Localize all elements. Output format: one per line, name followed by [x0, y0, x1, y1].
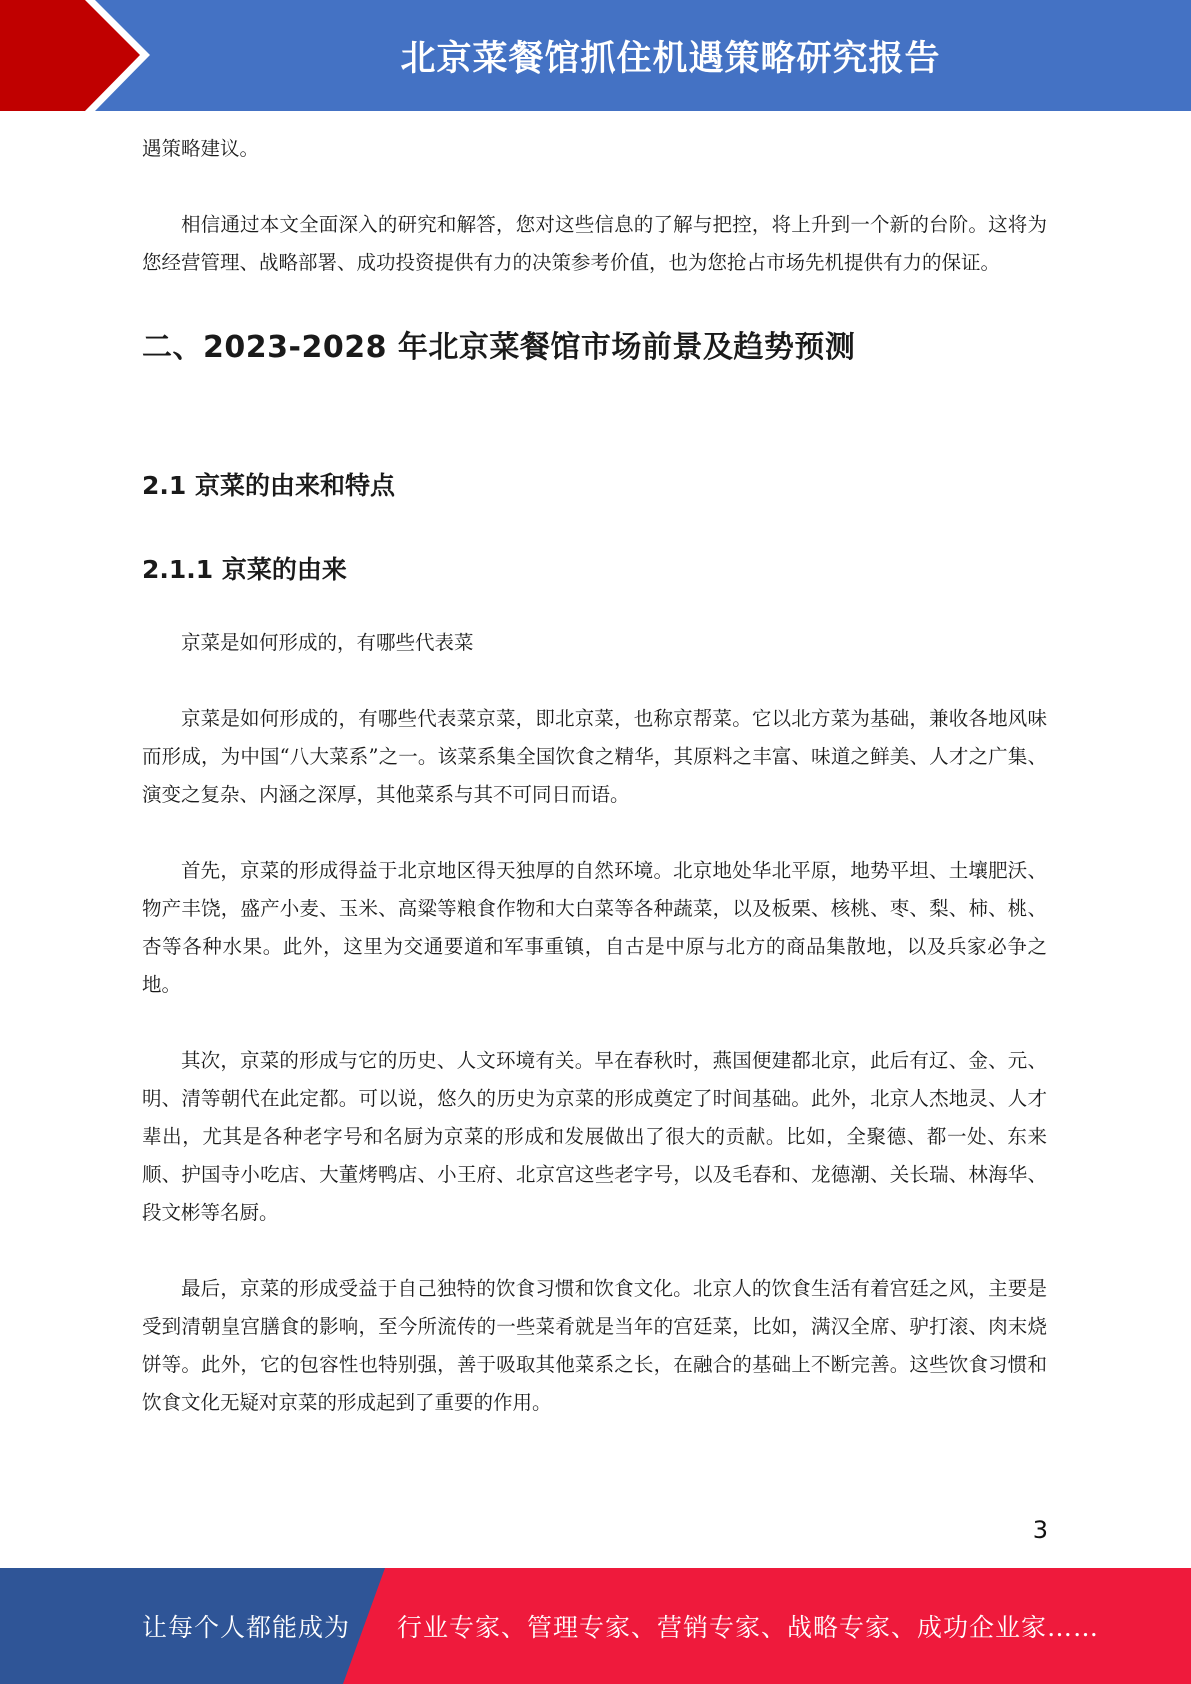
paragraph-history: 其次，京菜的形成与它的历史、人文环境有关。早在春秋时，燕国便建都北京，此后有辽、金、元、明、清等朝代在此定都。可以说，悠久的历史为京菜的形成奠定了时间基础。此外，北京人杰地灵、人才辈出，尤其是各种老字号和名厨为京菜的形成和发展做出了很大的贡献。比如，全聚德、都一处、东来顺、护国寺小吃店、大董烤鸭店、小王府、北京宫这些老字号，以及毛春和、龙德潮、关长瑞、林海华、段文彬等名厨。: [142, 1049, 1047, 1224]
paragraph-environment: 首先，京菜的形成得益于北京地区得天独厚的自然环境。北京地处华北平原，地势平坦、土壤肥沃、物产丰饶，盛产小麦、玉米、高粱等粮食作物和大白菜等各种蔬菜，以及板栗、核桃、枣、梨、柿、桃、杏等各种水果。此外，这里为交通要道和军事重镇，自古是中原与北方的商品集散地，以及兵家必争之地。: [142, 859, 1047, 996]
paragraph-culture: 最后，京菜的形成受益于自己独特的饮食习惯和饮食文化。北京人的饮食生活有着宫廷之风，主要是受到清朝皇宫膳食的影响，至今所流传的一些菜肴就是当年的宫廷菜，比如，满汉全席、驴打滚、肉末烧饼等。此外，它的包容性也特别强，善于吸取其他菜系之长，在融合的基础上不断完善。这些饮食习惯和饮食文化无疑对京菜的形成起到了重要的作用。: [142, 1277, 1047, 1414]
footer-slogan-right: 行业专家、管理专家、营销专家、战略专家、成功企业家……: [397, 1613, 1100, 1642]
report-title: 北京菜餐馆抓住机遇策略研究报告: [400, 38, 941, 79]
paragraph-continuation: 遇策略建议。: [142, 137, 260, 160]
subsection-heading: 2.1.1 京菜的由来: [142, 555, 347, 584]
page-footer: [0, 1568, 1191, 1684]
paragraph-origin: 京菜是如何形成的，有哪些代表菜京菜，即北京菜，也称京帮菜。它以北方菜为基础，兼收各地风味而形成，为中国“八大菜系”之一。该菜系集全国饮食之精华，其原料之丰富、味道之鲜美、人才之广集、演变之复杂、内涵之深厚，其他菜系与其不可同日而语。: [142, 707, 1047, 806]
section-heading: 2.1 京菜的由来和特点: [142, 471, 395, 500]
paragraph-intro-conclusion: 相信通过本文全面深入的研究和解答，您对这些信息的了解与把控，将上升到一个新的台阶。这将为您经营管理、战略部署、成功投资提供有力的决策参考价值，也为您抢占市场先机提供有力的保证。: [142, 213, 1047, 274]
page-number: 3: [1032, 1516, 1048, 1544]
header-arrow-decoration: [0, 0, 160, 111]
chapter-heading: 二、2023-2028 年北京菜餐馆市场前景及趋势预测: [142, 330, 856, 365]
document-body: [142, 130, 1047, 1422]
footer-slogan-left: 让每个人都能成为: [142, 1613, 351, 1642]
paragraph-question: 京菜是如何形成的，有哪些代表菜: [181, 631, 474, 654]
page-header: [0, 0, 1191, 111]
